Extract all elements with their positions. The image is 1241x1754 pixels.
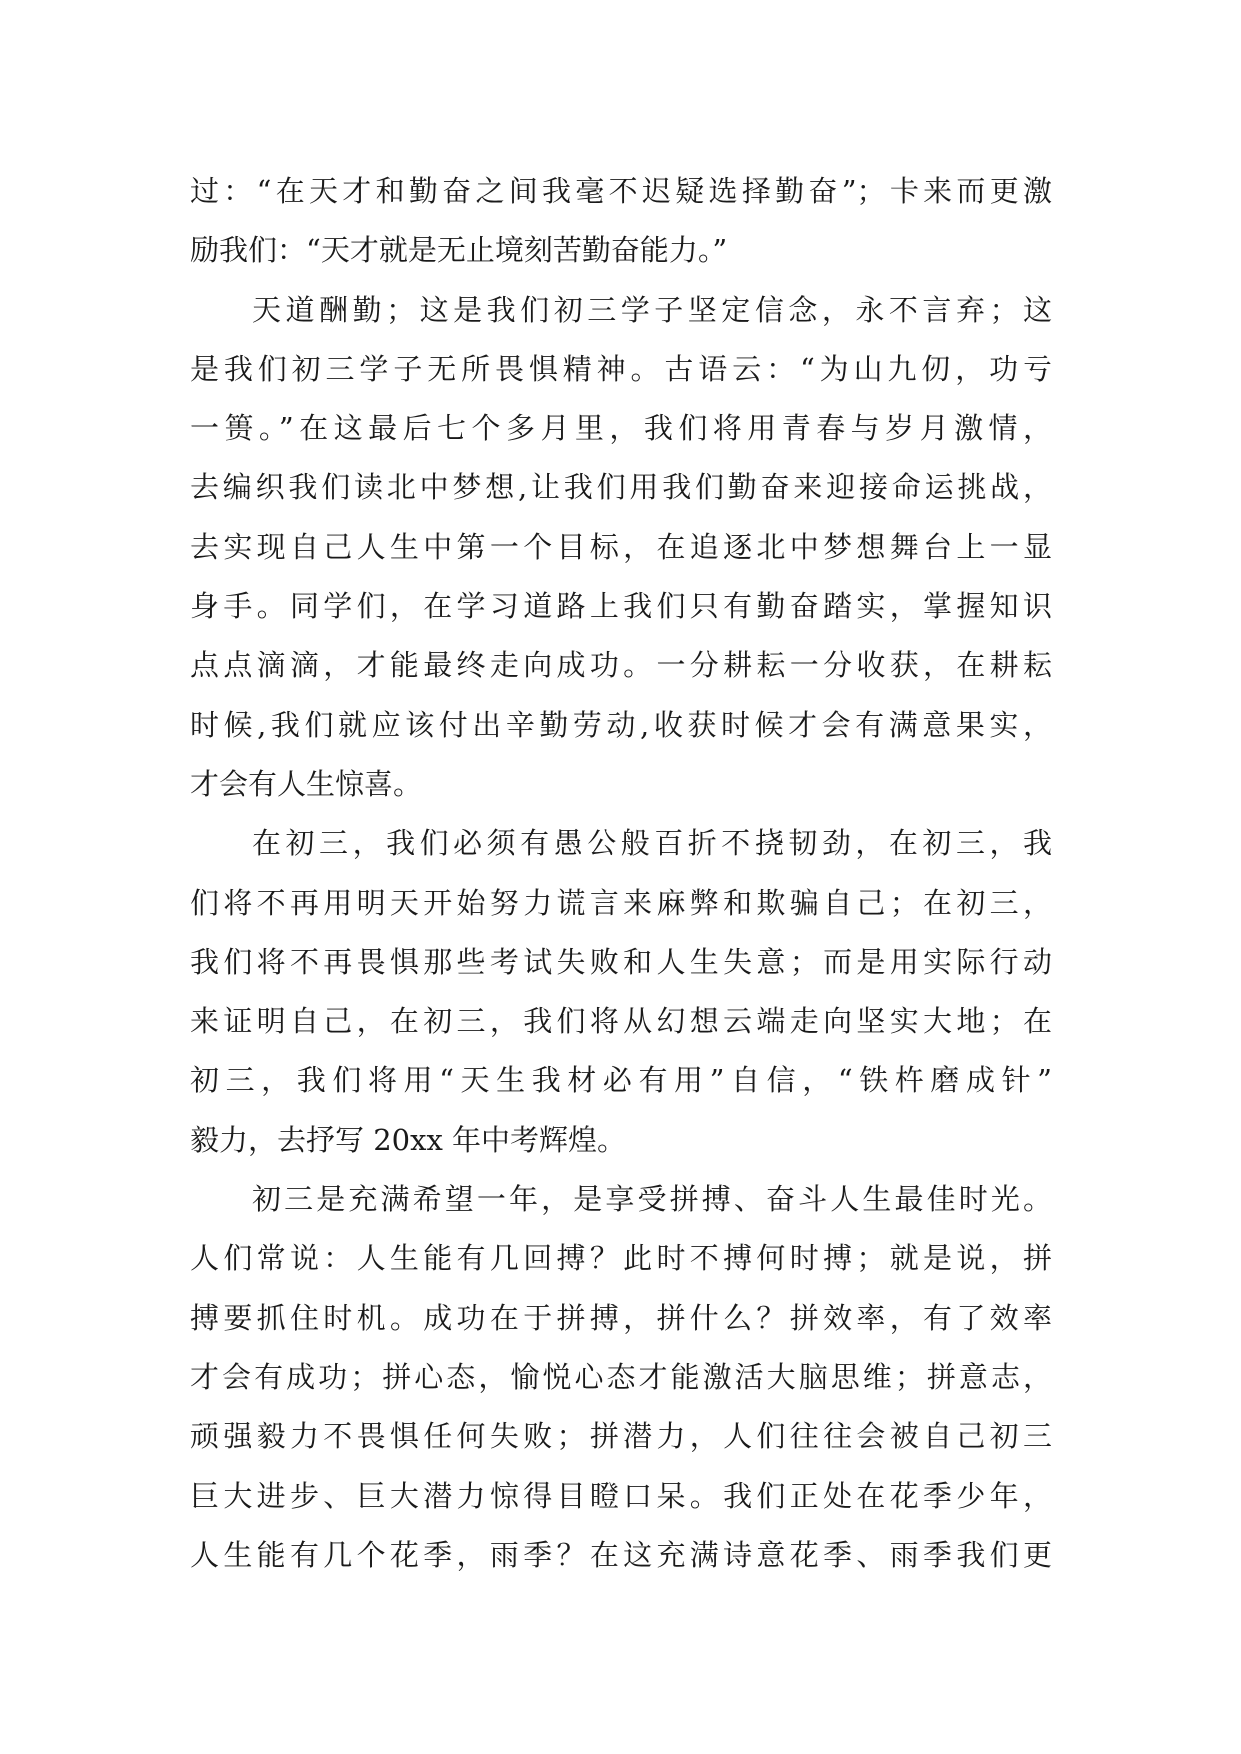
text-line: 毅力，去抒写 20xx 年中考辉煌。: [190, 1122, 627, 1157]
text-line: 初三是充满希望一年，是享受拼搏、奋斗人生最佳时光。: [252, 1182, 1052, 1217]
body-text: [190, 162, 1052, 1585]
text-line: 才会有人生惊喜。: [190, 766, 423, 801]
text-line: 巨大进步、巨大潜力惊得目瞪口呆。我们正处在花季少年，: [190, 1478, 1052, 1513]
text-line: 们将不再用明天开始努力谎言来麻弊和欺骗自己；在初三，: [190, 885, 1052, 920]
text-line: 身手。同学们，在学习道路上我们只有勤奋踏实，掌握知识: [190, 589, 1052, 624]
text-line: 我们将不再畏惧那些考试失败和人生失意；而是用实际行动: [190, 944, 1052, 979]
text-line: 人生能有几个花季，雨季？在这充满诗意花季、雨季我们更: [190, 1537, 1052, 1572]
text-line: 过：“在天才和勤奋之间我毫不迟疑选择勤奋”；卡来而更激: [190, 174, 1052, 208]
text-line: 才会有成功；拼心态，愉悦心态才能激活大脑思维；拼意志，: [190, 1359, 1052, 1394]
text-line: 在初三，我们必须有愚公般百折不挠韧劲，在初三，我: [252, 826, 1052, 861]
text-line: 顽强毅力不畏惧任何失败；拼潜力，人们往往会被自己初三: [190, 1419, 1052, 1454]
text-line: 去编织我们读北中梦想,让我们用我们勤奋来迎接命运挑战，: [190, 470, 1052, 505]
text-line: 一篑。”在这最后七个多月里，我们将用青春与岁月激情，: [190, 411, 1052, 446]
text-line: 去实现自己人生中第一个目标，在追逐北中梦想舞台上一显: [190, 529, 1052, 564]
text-line: 来证明自己，在初三，我们将从幻想云端走向坚实大地；在: [190, 1004, 1052, 1039]
text-line: 励我们：“天才就是无止境刻苦勤奋能力。”: [190, 233, 728, 268]
text-line: 初三，我们将用“天生我材必有用”自信，“铁杵磨成针”: [190, 1063, 1052, 1098]
text-line: 搏要抓住时机。成功在于拼搏，拼什么？拼效率，有了效率: [190, 1300, 1052, 1335]
text-line: 时候,我们就应该付出辛勤劳动,收获时候才会有满意果实，: [190, 707, 1052, 742]
text-line: 点点滴滴，才能最终走向成功。一分耕耘一分收获，在耕耘: [190, 648, 1052, 683]
text-line: 天道酬勤；这是我们初三学子坚定信念，永不言弃；这: [252, 292, 1052, 327]
text-line: 是我们初三学子无所畏惧精神。古语云：“为山九仞，功亏: [190, 351, 1052, 386]
text-line: 人们常说：人生能有几回搏？此时不搏何时搏；就是说，拼: [190, 1241, 1052, 1276]
